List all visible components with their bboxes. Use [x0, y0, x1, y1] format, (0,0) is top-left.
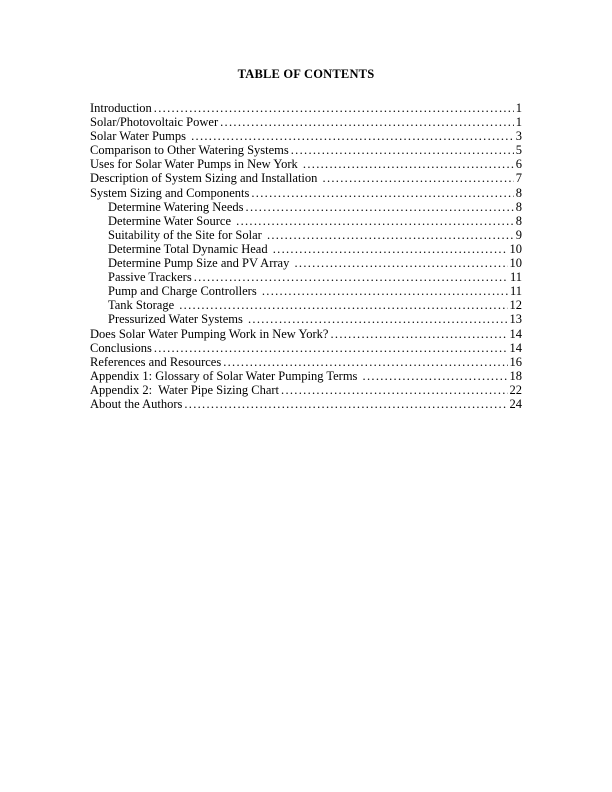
- toc-entry: [90, 256, 522, 270]
- toc-entry: [90, 129, 522, 143]
- toc-entry-page-number: 22: [509, 382, 522, 397]
- toc-entry-label: Uses for Solar Water Pumps in New York: [90, 157, 301, 172]
- toc-entry-label: Passive Trackers: [108, 270, 192, 285]
- toc-entry-page-number: 14: [509, 340, 522, 355]
- toc-entry: [90, 369, 522, 383]
- toc-entry-label: Solar/Photovoltaic Power: [90, 115, 219, 130]
- toc-entry-label: Comparison to Other Watering Systems: [90, 143, 289, 158]
- toc-list: [90, 101, 522, 411]
- toc-entry-page-number: 18: [509, 368, 522, 383]
- toc-entry-label: About the Authors: [90, 396, 183, 411]
- dot-leader: [330, 327, 507, 341]
- toc-entry-label: References and Resources: [90, 354, 222, 369]
- dot-leader: [267, 228, 514, 242]
- toc-entry-label: Pressurized Water Systems: [108, 312, 246, 327]
- toc-entry-page-number: 6: [515, 157, 522, 172]
- dot-leader: [248, 312, 508, 326]
- toc-entry-label: Determine Pump Size and PV Array: [108, 256, 293, 271]
- toc-entry: [90, 200, 522, 214]
- dot-leader: [220, 115, 514, 129]
- toc-entry-page-number: 11: [509, 284, 522, 299]
- toc-entry: [90, 242, 522, 256]
- toc-entry-page-number: 5: [515, 143, 522, 158]
- dot-leader: [246, 200, 514, 214]
- dot-leader: [363, 369, 508, 383]
- dot-leader: [154, 341, 508, 355]
- toc-entry-label: Description of System Sizing and Installation: [90, 171, 321, 186]
- dot-leader: [262, 284, 508, 298]
- toc-entry: [90, 101, 522, 115]
- toc-entry-page-number: 14: [509, 326, 522, 341]
- toc-entry-page-number: 1: [515, 101, 522, 115]
- toc-entry: [90, 383, 522, 397]
- toc-entry-page-number: 3: [515, 129, 522, 144]
- toc-entry-label: Pump and Charge Controllers: [108, 284, 260, 299]
- toc-entry-page-number: 10: [509, 241, 522, 256]
- toc-entry: [90, 284, 522, 298]
- toc-entry: [90, 186, 522, 200]
- toc-entry-page-number: 9: [515, 227, 522, 242]
- toc-entry-label: Tank Storage: [108, 298, 178, 313]
- toc-entry-label: Conclusions: [90, 340, 152, 355]
- toc-entry-page-number: 1: [515, 115, 522, 130]
- toc-entry-label: System Sizing and Components: [90, 185, 250, 200]
- toc-entry-label: Appendix 1: Glossary of Solar Water Pumping Terms: [90, 368, 361, 383]
- toc-entry-page-number: 13: [509, 312, 522, 327]
- toc-entry-label: Introduction: [90, 101, 152, 115]
- toc-entry: [90, 115, 522, 129]
- page-title: TABLE OF CONTENTS: [237, 67, 375, 81]
- toc-entry-page-number: 11: [509, 270, 522, 285]
- toc-entry-page-number: 10: [509, 256, 522, 271]
- toc-entry-page-number: 8: [515, 185, 522, 200]
- dot-leader: [194, 270, 508, 284]
- toc-entry-label: Determine Water Source: [108, 213, 235, 228]
- toc-entry-page-number: 8: [515, 213, 522, 228]
- toc-entry-page-number: 8: [515, 199, 522, 214]
- dot-leader: [251, 186, 513, 200]
- toc-entry: [90, 298, 522, 312]
- toc-entry: [90, 327, 522, 341]
- toc-entry: [90, 157, 522, 171]
- toc-entry-label: Solar Water Pumps: [90, 129, 190, 144]
- toc-entry-page-number: 7: [515, 171, 522, 186]
- toc-entry-page-number: 24: [509, 396, 522, 411]
- toc-entry: [90, 228, 522, 242]
- dot-leader: [291, 143, 514, 157]
- toc-entry: [90, 341, 522, 355]
- toc-entry: [90, 143, 522, 157]
- toc-entry: [90, 214, 522, 228]
- dot-leader: [294, 256, 507, 270]
- dot-leader: [273, 242, 508, 256]
- toc-entry: [90, 312, 522, 326]
- toc-entry-label: Does Solar Water Pumping Work in New York?: [90, 326, 329, 341]
- toc-entry: [90, 397, 522, 411]
- toc-entry-page-number: 12: [509, 298, 522, 313]
- toc-entry: [90, 171, 522, 185]
- dot-leader: [179, 298, 507, 312]
- dot-leader: [303, 157, 514, 171]
- dot-leader: [281, 383, 507, 397]
- toc-entry: [90, 355, 522, 369]
- dot-leader: [191, 129, 514, 143]
- dot-leader: [236, 214, 514, 228]
- toc-entry-label: Appendix 2: Water Pipe Sizing Chart: [90, 382, 280, 397]
- dot-leader: [323, 171, 514, 185]
- toc-entry-label: Suitability of the Site for Solar: [108, 227, 265, 242]
- toc-entry: [90, 270, 522, 284]
- dot-leader: [154, 101, 514, 115]
- toc-entry-page-number: 16: [509, 354, 522, 369]
- dot-leader: [184, 397, 507, 411]
- dot-leader: [223, 355, 507, 369]
- toc-entry-label: Determine Total Dynamic Head: [108, 241, 271, 256]
- toc-entry-label: Determine Watering Needs: [108, 199, 244, 214]
